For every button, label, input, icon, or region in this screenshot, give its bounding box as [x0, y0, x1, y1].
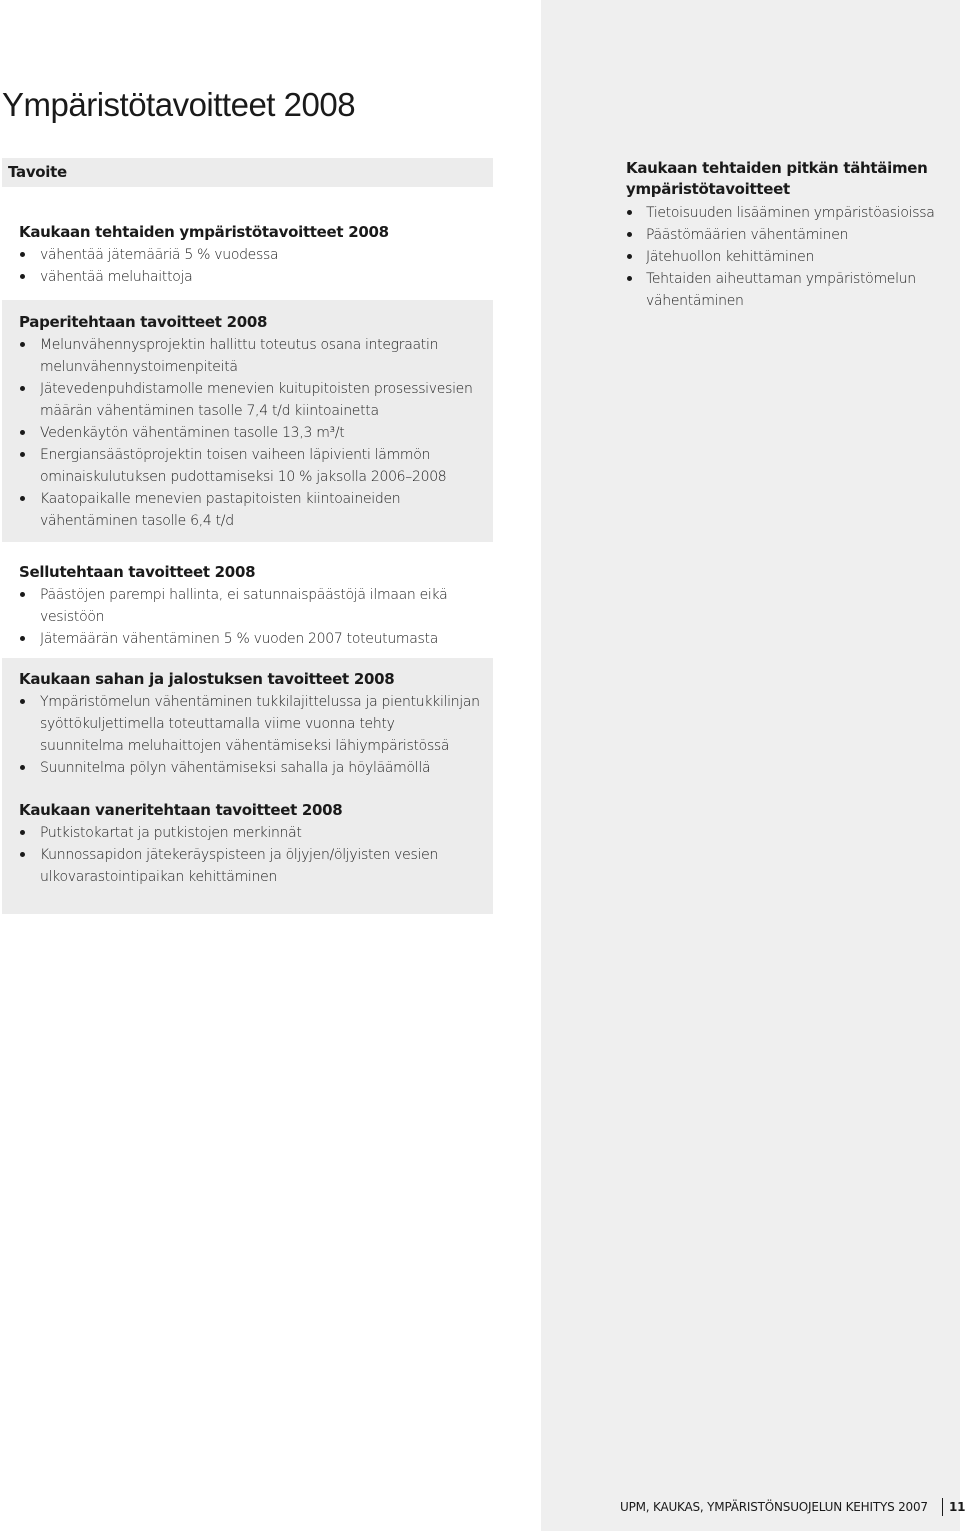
- page-footer: [620, 1498, 965, 1516]
- list-item: Päästöjen parempi hallinta, ei satunnaispäästöjä ilmaan eikä vesistöön: [19, 584, 481, 628]
- bullet-list: [19, 584, 481, 650]
- list-item: Päästömäärien vähentäminen: [626, 224, 946, 246]
- section-mills-goals: [2, 187, 493, 300]
- column-header: Tavoite: [2, 158, 493, 187]
- section-paper-mill-goals: [2, 300, 493, 542]
- section-heading: Kaukaan vaneritehtaan tavoitteet 2008: [19, 801, 343, 819]
- list-item: Ympäristömelun vähentäminen tukkilajittelussa ja pientukkilinjan syöttökuljettimella toteuttamalla viime vuonna tehty suunnitelma meluhaittojen vähentämiseksi lähiympäristössä: [19, 691, 481, 757]
- section-pulp-mill-goals: [2, 552, 493, 658]
- list-item: Jätemäärän vähentäminen 5 % vuoden 2007 toteutumasta: [19, 628, 481, 650]
- list-item: Melunvähennysprojektin hallittu toteutus osana integraatin melunvähennystoimenpiteitä: [19, 334, 481, 378]
- bullet-list: [19, 334, 481, 532]
- list-item: Jätevedenpuhdistamolle menevien kuitupitoisten prosessivesien määrän vähentäminen tasolle 7,4 t/d kiintoainetta: [19, 378, 481, 422]
- section-heading: Sellutehtaan tavoitteet 2008: [19, 563, 256, 581]
- goals-column: [2, 158, 493, 914]
- list-item: Energiansäästöprojektin toisen vaiheen läpivienti lämmön ominaiskulutuksen pudottamiseksi 10 % jaksolla 2006–2008: [19, 444, 481, 488]
- list-item: Kunnossapidon jätekeräyspisteen ja öljyjen/öljyisten vesien ulkovarastointipaikan kehittäminen: [19, 844, 481, 888]
- long-term-goals: [626, 158, 946, 312]
- bullet-list: [19, 822, 481, 888]
- list-item: Putkistokartat ja putkistojen merkinnät: [19, 822, 481, 844]
- long-term-heading: Kaukaan tehtaiden pitkän tähtäimen ympäristötavoitteet: [626, 159, 928, 198]
- section-heading: Kaukaan tehtaiden ympäristötavoitteet 2008: [19, 223, 389, 241]
- list-item: Jätehuollon kehittäminen: [626, 246, 946, 268]
- section-heading: Kaukaan sahan ja jalostuksen tavoitteet 2008: [19, 670, 395, 688]
- section-heading: Paperitehtaan tavoitteet 2008: [19, 313, 268, 331]
- page-title: Ympäristötavoitteet 2008: [2, 86, 356, 123]
- bullet-list: [626, 202, 946, 312]
- list-item: Tehtaiden aiheuttaman ympäristömelun vähentäminen: [626, 268, 946, 312]
- footer-publication-title: UPM, KAUKAS, YMPÄRISTÖNSUOJELUN KEHITYS 2007: [620, 1500, 928, 1514]
- list-item: Suunnitelma pölyn vähentämiseksi sahalla ja höyläämöllä: [19, 757, 481, 779]
- list-item: Vedenkäytön vähentäminen tasolle 13,3 m³/t: [19, 422, 481, 444]
- list-item: vähentää meluhaittoja: [19, 266, 481, 288]
- section-sawmill-goals: [2, 658, 493, 788]
- bullet-list: [19, 691, 481, 779]
- bullet-list: [19, 244, 481, 288]
- page-number: 11: [942, 1498, 965, 1516]
- list-item: Kaatopaikalle menevien pastapitoisten kiintoaineiden vähentäminen tasolle 6,4 t/d: [19, 488, 481, 532]
- list-item: Tietoisuuden lisääminen ympäristöasioissa: [626, 202, 946, 224]
- list-item: vähentää jätemääriä 5 % vuodessa: [19, 244, 481, 266]
- section-plywood-mill-goals: [2, 788, 493, 914]
